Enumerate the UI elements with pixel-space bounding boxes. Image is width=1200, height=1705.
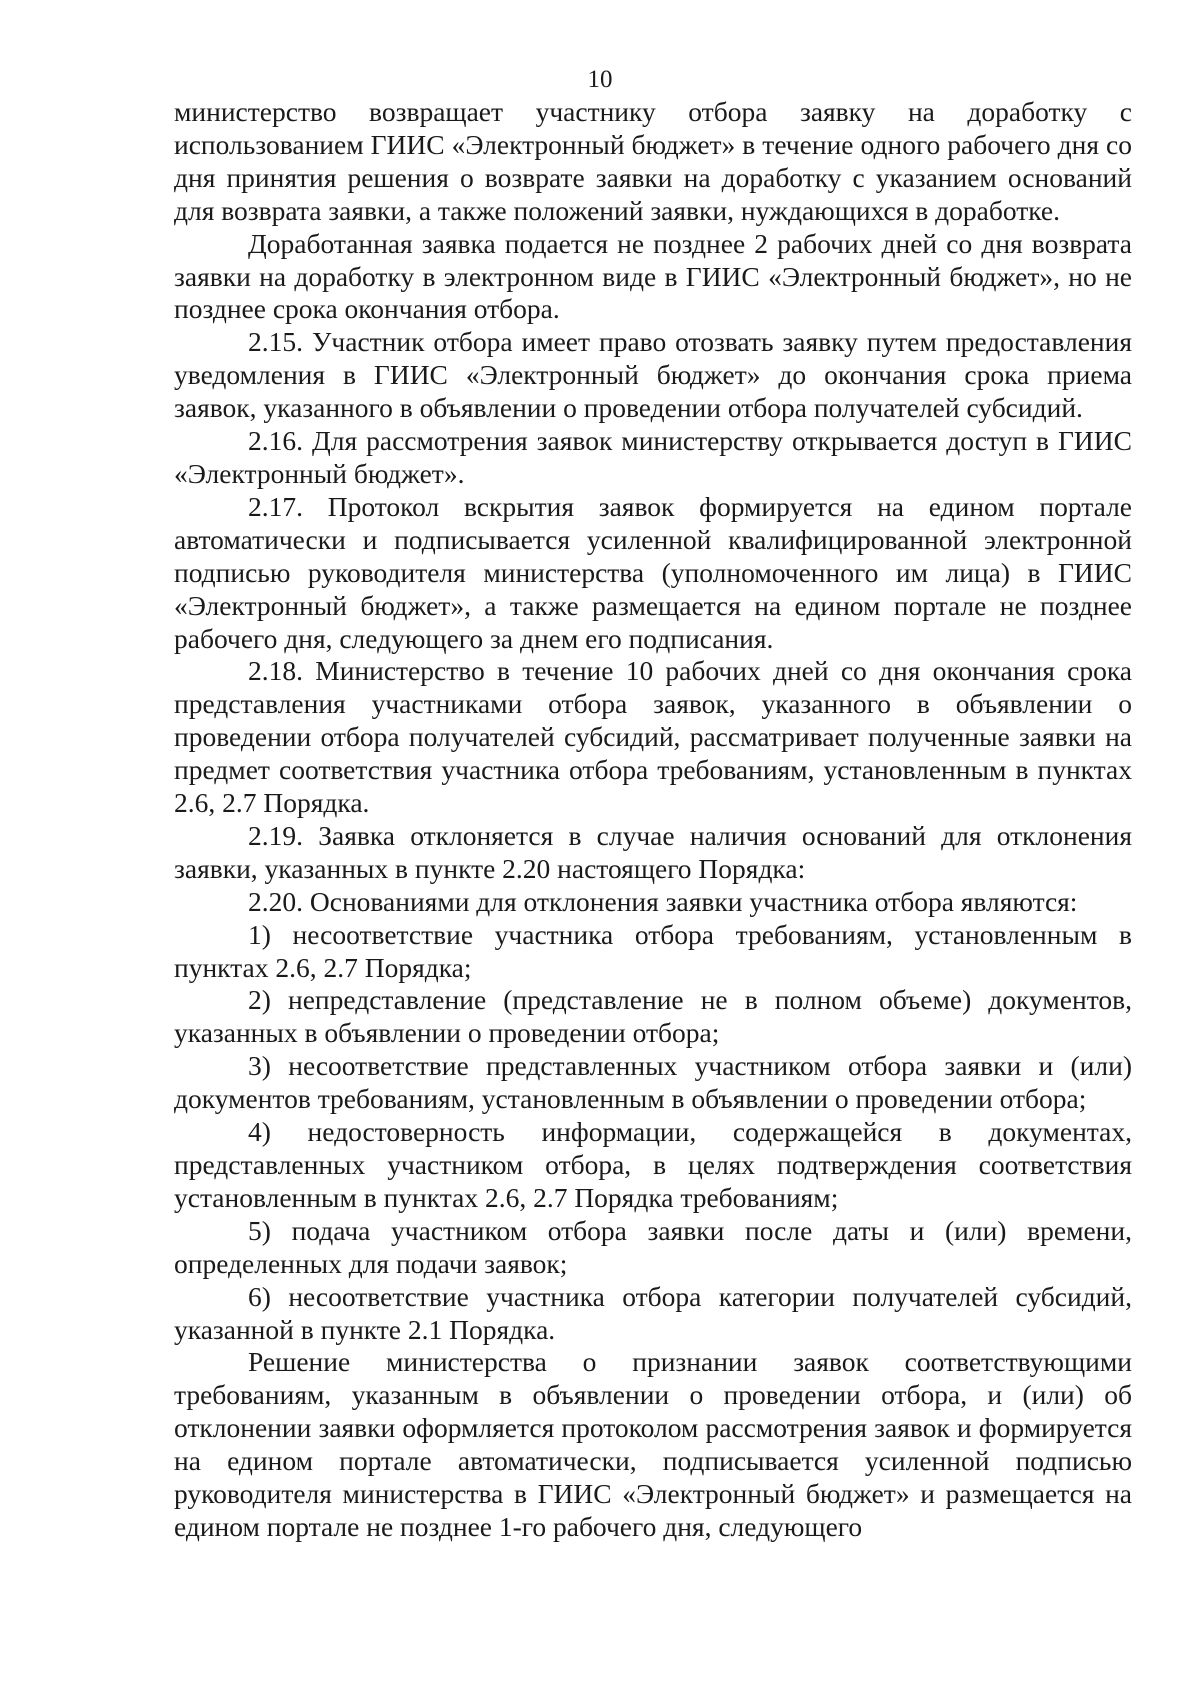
paragraph-2-20: 2.20. Основаниями для отклонения заявки участника отбора являются: <box>248 885 1078 917</box>
document-body <box>174 96 1132 1544</box>
paragraph-decision: Решение министерства о признании заявок соответствующими требованиям, указанным в объявлении о проведении отбора, и (или) об отклонении заявки оформляется протоколом рассмотрения заявок и формируется на едином портале автоматически, подписывается усиленной подписью руководителя министерства в ГИИС «Электронный бюджет» и размещается на едином портале не позднее 1-го рабочего дня, следующего <box>174 1346 1132 1542</box>
paragraph-continuation: министерство возвращает участнику отбора заявку на доработку с использованием ГИИС «Электронный бюджет» в течение одного рабочего дня со дня принятия решения о возврате заявки на доработку с указанием оснований для возврата заявки, а также положений заявки, нуждающихся в доработке. <box>174 96 1132 226</box>
list-item-5: 5) подача участником отбора заявки после даты и (или) времени, определенных для подачи заявок; <box>174 1214 1132 1279</box>
list-item-6: 6) несоответствие участника отбора категории получателей субсидий, указанной в пункте 2.1 Порядка. <box>174 1280 1132 1345</box>
paragraph-2-15: 2.15. Участник отбора имеет право отозвать заявку путем предоставления уведомления в ГИИС «Электронный бюджет» до окончания срока приема заявок, указанного в объявлении о проведении отбора получателей субсидий. <box>174 326 1132 424</box>
list-item-2: 2) непредставление (представление не в полном объеме) документов, указанных в объявлении о проведении отбора; <box>174 984 1132 1049</box>
list-item-1: 1) несоответствие участника отбора требованиям, установленным в пунктах 2.6, 2.7 Порядка; <box>174 918 1132 983</box>
list-item-4: 4) недостоверность информации, содержащейся в документах, представленных участником отбора, в целях подтверждения соответствия установленным в пунктах 2.6, 2.7 Порядка требованиям; <box>174 1116 1132 1213</box>
paragraph-2-17: 2.17. Протокол вскрытия заявок формируется на едином портале автоматически и подписывается усиленной квалифицированной электронной подписью руководителя министерства (уполномоченного им лица) в ГИИС «Электронный бюджет», а также размещается на едином портале не позднее рабочего дня, следующего за днем его подписания. <box>174 490 1132 654</box>
page-number: 10 <box>587 66 613 93</box>
paragraph-2-18: 2.18. Министерство в течение 10 рабочих дней со дня окончания срока представления участниками отбора заявок, указанного в объявлении о проведении отбора получателей субсидий, рассматривает полученные заявки на предмет соответствия участника отбора требованиям, установленным в пунктах 2.6, 2.7 Порядка. <box>174 655 1132 819</box>
paragraph-2-16: 2.16. Для рассмотрения заявок министерству открывается доступ в ГИИС «Электронный бюджет». <box>174 425 1132 489</box>
paragraph-2-19: 2.19. Заявка отклоняется в случае наличия оснований для отклонения заявки, указанных в пункте 2.20 настоящего Порядка: <box>174 819 1132 884</box>
paragraph-revised-application: Доработанная заявка подается не позднее 2 рабочих дней со дня возврата заявки на доработку в электронном виде в ГИИС «Электронный бюджет», но не позднее срока окончания отбора. <box>174 227 1132 325</box>
list-item-3: 3) несоответствие представленных участником отбора заявки и (или) документов требованиям, установленным в объявлении о проведении отбора; <box>174 1050 1132 1115</box>
